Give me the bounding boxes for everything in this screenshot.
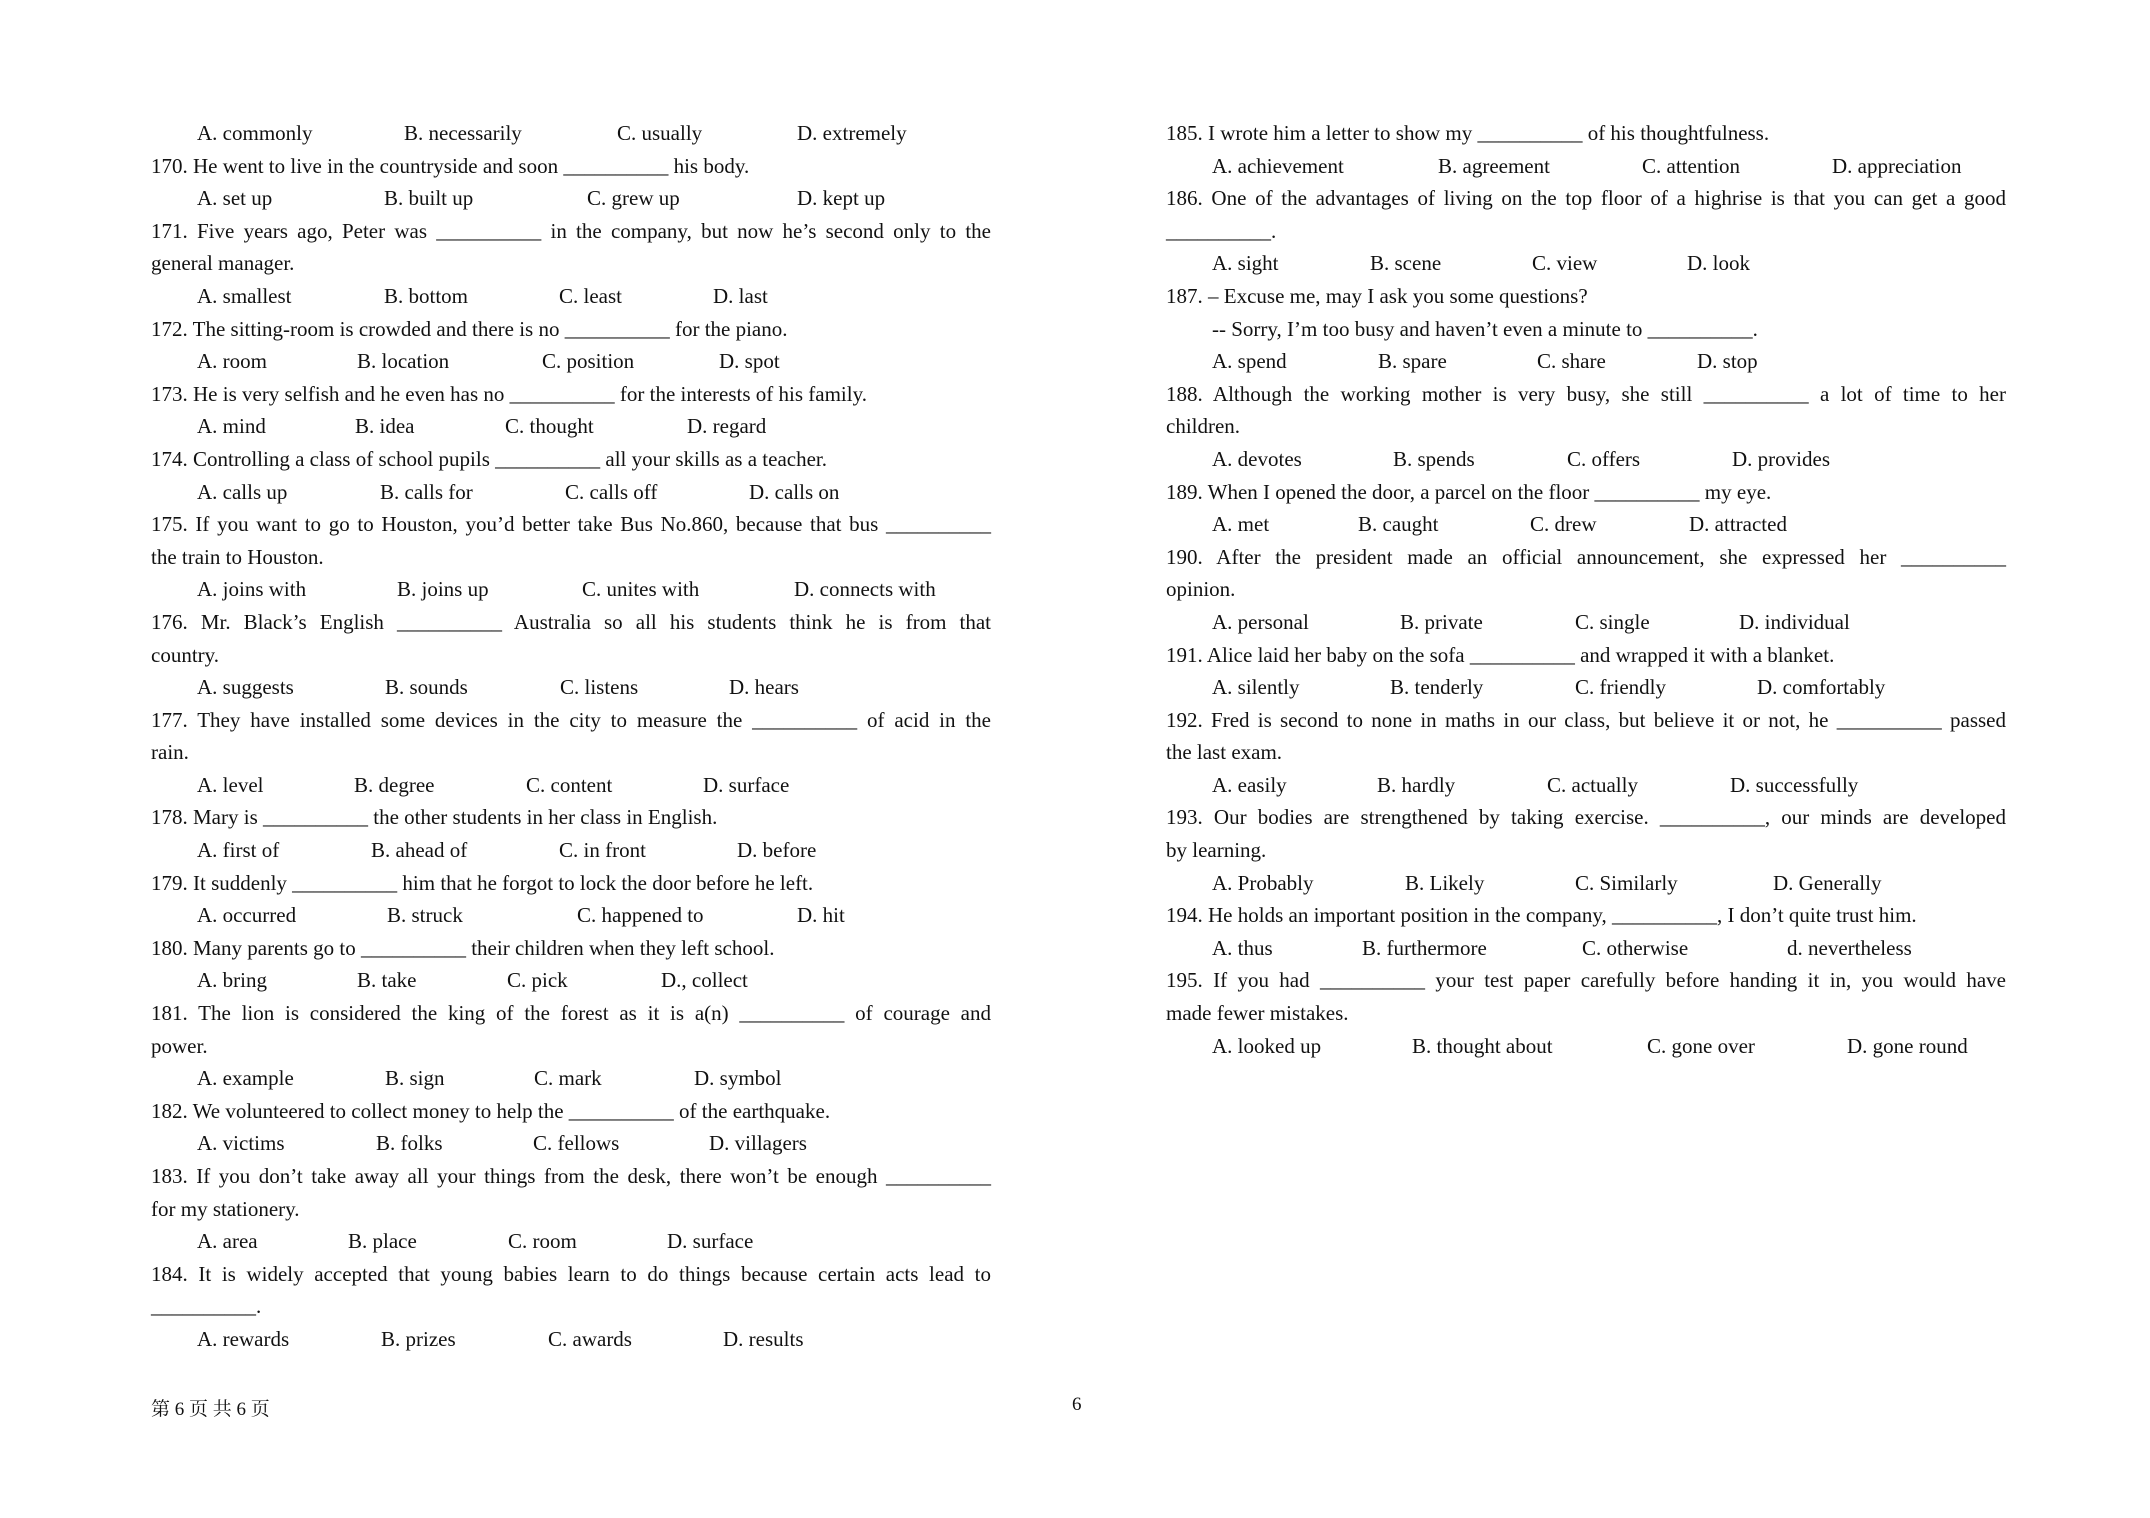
answer-option: A. level — [197, 772, 264, 797]
answer-options — [1166, 606, 2006, 639]
answer-option: B. private — [1400, 609, 1483, 634]
question-line: 191. Alice laid her baby on the sofa __________ and wrapped it with a blanket. — [1166, 642, 1835, 667]
answer-option: A. area — [197, 1229, 258, 1254]
answer-options — [151, 1225, 991, 1258]
answer-option: D. kept up — [797, 186, 886, 211]
question-line: 174. Controlling a class of school pupils __________ all your skills as a teacher. — [151, 446, 827, 471]
answer-option: A. easily — [1212, 772, 1287, 797]
answer-options — [151, 182, 991, 215]
answer-option: D. look — [1687, 251, 1750, 276]
answer-option: A. first of — [197, 838, 280, 863]
question-line: 194. He holds an important position in the company, __________, I don’t quite trust him. — [1166, 903, 1917, 928]
answer-option: B. spends — [1393, 446, 1475, 471]
answer-option: D. spot — [719, 349, 780, 374]
answer-option: B. thought about — [1412, 1033, 1553, 1058]
answer-options — [1166, 508, 2006, 541]
answer-option: A. met — [1212, 512, 1270, 537]
answer-option: B. agreement — [1438, 153, 1550, 178]
answer-option: A. set up — [197, 186, 273, 211]
question-line: 175. If you want to go to Houston, you’d better take Bus No.860, because that bus __________ — [151, 512, 991, 537]
answer-option: C. view — [1532, 251, 1598, 276]
answer-option: D. results — [723, 1326, 804, 1351]
answer-option: B. furthermore — [1362, 935, 1487, 960]
question-line: 183. If you don’t take away all your things from the desk, there won’t be enough __________ — [151, 1164, 991, 1188]
answer-option: B. built up — [384, 186, 474, 211]
answer-option: B. ahead of — [371, 838, 468, 863]
answer-option: C. happened to — [577, 903, 704, 928]
right-column — [1166, 117, 2006, 1062]
answer-option: A. smallest — [197, 283, 292, 308]
answer-option: B. sounds — [385, 675, 468, 700]
answer-option: C. usually — [617, 121, 703, 145]
answer-option: D. individual — [1739, 609, 1850, 634]
answer-option: C. position — [542, 349, 635, 374]
answer-option: C. friendly — [1575, 675, 1666, 700]
answer-options — [1166, 1030, 2006, 1063]
question-line: 190. After the president made an official announcement, she expressed her __________ — [1166, 544, 2006, 569]
answer-option: D. successfully — [1730, 772, 1859, 797]
question-line: 182. We volunteered to collect money to help the __________ of the earthquake. — [151, 1098, 831, 1123]
question-line: 193. Our bodies are strengthened by taking exercise. __________, our minds are developed — [1166, 805, 2006, 830]
answer-option: D., collect — [661, 968, 748, 993]
question-line: 180. Many parents go to __________ their children when they left school. — [151, 935, 775, 960]
question-line: 172. The sitting-room is crowded and there is no __________ for the piano. — [151, 316, 788, 341]
question-line: made fewer mistakes. — [1166, 1001, 1349, 1026]
answer-option: D. appreciation — [1832, 153, 1962, 178]
answer-option: D. connects with — [794, 577, 936, 602]
question-line: 173. He is very selfish and he even has no __________ for the interests of his family. — [151, 381, 867, 406]
answer-option: A. achievement — [1212, 153, 1344, 178]
answer-option: C. least — [559, 283, 622, 308]
answer-option: C. grew up — [587, 186, 680, 211]
question-line: 189. When I opened the door, a parcel on the floor __________ my eye. — [1166, 479, 1772, 504]
answer-options — [151, 1062, 991, 1095]
answer-option: C. room — [508, 1229, 577, 1254]
answer-option: D. stop — [1697, 349, 1758, 374]
answer-option: C. drew — [1530, 512, 1597, 537]
answer-option: B. place — [348, 1229, 417, 1254]
answer-option: C. pick — [507, 968, 568, 993]
footer-page-number: 6 — [1072, 1394, 1082, 1415]
answer-option: D. villagers — [709, 1131, 807, 1156]
answer-options — [151, 345, 991, 378]
answer-option: B. tenderly — [1390, 675, 1484, 700]
answer-option: B. calls for — [380, 479, 473, 504]
question-line: for my stationery. — [151, 1196, 300, 1221]
answer-option: C. listens — [560, 675, 639, 700]
answer-option: D. symbol — [694, 1066, 782, 1091]
answer-option: C. unites with — [582, 577, 700, 602]
answer-option: A. thus — [1212, 935, 1273, 960]
answer-option: B. bottom — [384, 283, 469, 308]
answer-option: A. commonly — [197, 121, 313, 145]
answer-options — [151, 410, 991, 443]
answer-option: A. victims — [197, 1131, 285, 1156]
answer-options — [1166, 671, 2006, 704]
answer-options — [1166, 867, 2006, 900]
answer-option: A. joins with — [197, 577, 307, 602]
answer-options — [1166, 345, 2006, 378]
answer-option: B. struck — [387, 903, 463, 928]
answer-options — [1166, 247, 2006, 280]
answer-option: C. actually — [1547, 772, 1638, 797]
answer-option: A. Probably — [1212, 870, 1314, 895]
question-line: the last exam. — [1166, 740, 1283, 765]
answer-option: C. mark — [534, 1066, 602, 1091]
answer-option: A. calls up — [197, 479, 288, 504]
answer-options — [151, 117, 991, 150]
answer-option: B. joins up — [397, 577, 489, 602]
question-line: power. — [151, 1033, 208, 1058]
answer-options — [151, 769, 991, 802]
answer-option: C. thought — [505, 414, 594, 439]
question-line: the train to Houston. — [151, 544, 324, 569]
answer-option: C. in front — [559, 838, 646, 863]
question-line: opinion. — [1166, 577, 1236, 602]
answer-options — [151, 671, 991, 704]
left-column — [151, 117, 991, 1356]
question-line: 179. It suddenly __________ him that he forgot to lock the door before he left. — [151, 870, 814, 895]
answer-option: B. location — [357, 349, 450, 374]
answer-option: C. single — [1575, 609, 1650, 634]
answer-option: D. regard — [687, 414, 767, 439]
answer-options — [151, 573, 991, 606]
question-line: country. — [151, 642, 220, 667]
answer-options — [151, 834, 991, 867]
question-line: 181. The lion is considered the king of the forest as it is a(n) __________ of courage and — [151, 1001, 991, 1026]
answer-option: B. sign — [385, 1066, 445, 1091]
answer-option: C. fellows — [533, 1131, 620, 1156]
answer-option: A. occurred — [197, 903, 297, 928]
question-line: 192. Fred is second to none in maths in our class, but believe it or not, he __________ passed — [1166, 707, 2006, 732]
answer-options — [1166, 150, 2006, 183]
question-line: 188. Although the working mother is very busy, she still __________ a lot of time to her — [1166, 381, 2006, 406]
answer-option: B. necessarily — [404, 121, 522, 145]
answer-option: B. folks — [376, 1131, 443, 1156]
question-line: rain. — [151, 740, 189, 765]
answer-option: A. room — [197, 349, 267, 374]
answer-options — [151, 476, 991, 509]
question-line: 178. Mary is __________ the other students in her class in English. — [151, 805, 718, 830]
answer-option: A. looked up — [1212, 1033, 1322, 1058]
question-line: 177. They have installed some devices in the city to measure the __________ of acid in the — [151, 707, 991, 732]
answer-option: D. extremely — [797, 121, 907, 145]
answer-option: D. surface — [667, 1229, 754, 1254]
answer-option: D. attracted — [1689, 512, 1787, 537]
answer-option: A. mind — [197, 414, 266, 439]
question-line: children. — [1166, 414, 1241, 439]
answer-option: B. take — [357, 968, 417, 993]
answer-option: D. before — [737, 838, 817, 863]
question-line: 187. – Excuse me, may I ask you some questions? — [1166, 283, 1588, 308]
answer-option: C. gone over — [1647, 1033, 1755, 1058]
answer-option: A. bring — [197, 968, 267, 993]
question-line: 195. If you had __________ your test paper carefully before handing it in, you would have — [1166, 968, 2006, 993]
answer-options — [151, 964, 991, 997]
answer-option: B. idea — [355, 414, 415, 439]
answer-option: B. scene — [1370, 251, 1442, 276]
answer-option: A. devotes — [1212, 446, 1302, 471]
answer-option: D. last — [713, 283, 768, 308]
answer-option: B. Likely — [1405, 870, 1485, 895]
footer-page-info: 第 6 页 共 6 页 — [151, 1399, 270, 1420]
answer-option: C. share — [1537, 349, 1606, 374]
answer-option: C. offers — [1567, 446, 1641, 471]
question-line: -- Sorry, I’m too busy and haven’t even a minute to __________. — [1212, 316, 1758, 341]
answer-options — [151, 899, 991, 932]
question-line: general manager. — [151, 251, 295, 276]
question-line: 184. It is widely accepted that young babies learn to do things because certain acts lead to — [151, 1261, 991, 1286]
answer-option: D. comfortably — [1757, 675, 1886, 700]
answer-option: A. suggests — [197, 675, 294, 700]
answer-options — [151, 1127, 991, 1160]
answer-option: B. spare — [1378, 349, 1447, 374]
answer-option: A. spend — [1212, 349, 1287, 374]
answer-option: D. provides — [1732, 446, 1830, 471]
question-line: by learning. — [1166, 838, 1267, 863]
question-line: 176. Mr. Black’s English __________ Australia so all his students think he is from that — [151, 609, 991, 634]
answer-options — [1166, 932, 2006, 965]
question-line: 170. He went to live in the countryside and soon __________ his body. — [151, 153, 750, 178]
question-line: 185. I wrote him a letter to show my __________ of his thoughtfulness. — [1166, 121, 1770, 145]
answer-option: B. caught — [1358, 512, 1439, 537]
answer-option: C. Similarly — [1575, 870, 1678, 895]
answer-option: A. rewards — [197, 1326, 290, 1351]
answer-option: D. hit — [797, 903, 845, 928]
answer-option: C. calls off — [565, 479, 658, 504]
answer-option: A. silently — [1212, 675, 1300, 700]
question-line: 171. Five years ago, Peter was __________ in the company, but now he’s second only to the — [151, 218, 991, 243]
answer-options — [1166, 769, 2006, 802]
answer-option: D. Generally — [1773, 870, 1882, 895]
answer-options — [151, 280, 991, 313]
question-line: __________. — [151, 1294, 262, 1319]
answer-option: D. gone round — [1847, 1033, 1968, 1058]
question-line: 186. One of the advantages of living on the top floor of a highrise is that you can get a good — [1166, 186, 2006, 211]
answer-option: D. calls on — [749, 479, 840, 504]
question-line: __________. — [1166, 218, 1277, 243]
answer-options — [151, 1323, 991, 1356]
answer-option: C. awards — [548, 1326, 632, 1351]
answer-option: C. content — [526, 772, 613, 797]
answer-option: D. surface — [703, 772, 790, 797]
answer-options — [1166, 443, 2006, 476]
answer-option: C. attention — [1642, 153, 1740, 178]
answer-option: B. degree — [354, 772, 435, 797]
answer-option: C. otherwise — [1582, 935, 1689, 960]
answer-option: A. personal — [1212, 609, 1309, 634]
answer-option: A. example — [197, 1066, 294, 1091]
answer-option: B. hardly — [1377, 772, 1456, 797]
answer-option: A. sight — [1212, 251, 1279, 276]
answer-option: D. hears — [729, 675, 799, 700]
answer-option: d. nevertheless — [1787, 935, 1912, 960]
answer-option: B. prizes — [381, 1326, 456, 1351]
